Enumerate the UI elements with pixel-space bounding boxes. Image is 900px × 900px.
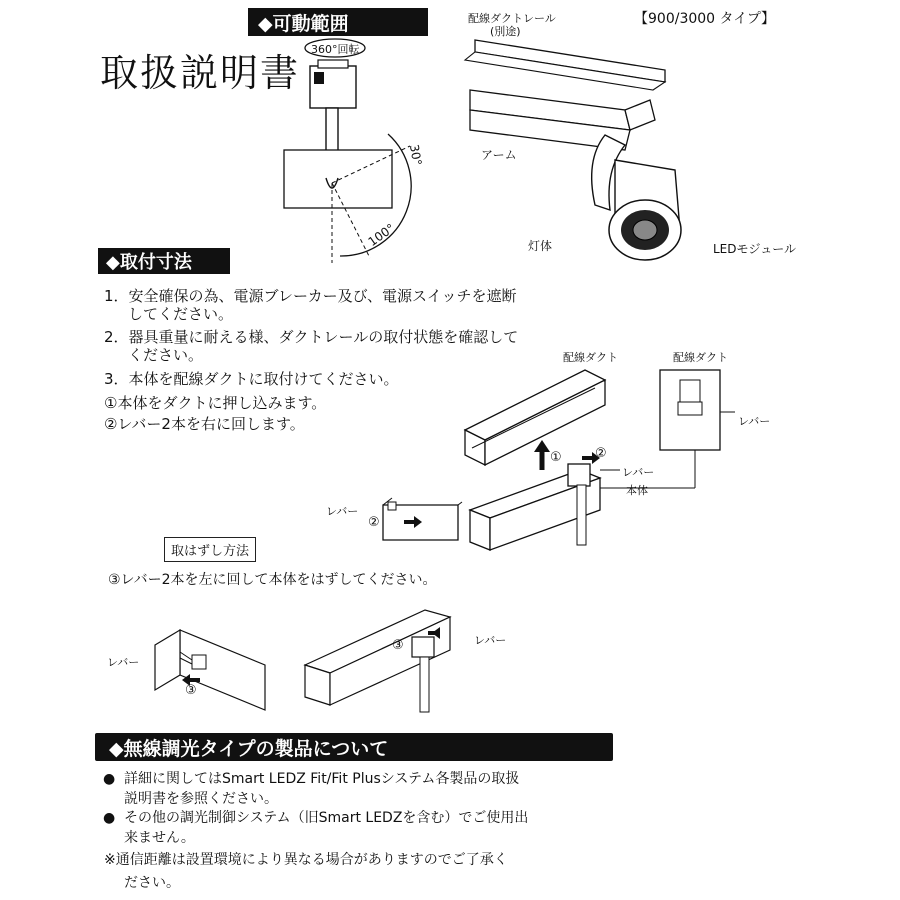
angle-100-label: 100° (365, 220, 398, 250)
sub-step2: ②レバー2本を右に回します。 (104, 415, 305, 433)
lever-label-side: レバー (738, 415, 771, 428)
removal-title: 取はずし方法 (164, 537, 256, 562)
step2-line2: ください。 (128, 346, 204, 364)
section-movable-range-label: ◆可動範囲 (258, 12, 349, 35)
num-1: ① (550, 450, 562, 465)
step1-line2: してください。 (128, 305, 234, 323)
bullet-2: ● (103, 810, 116, 826)
num-2-detail: ② (368, 515, 380, 530)
sub-step1: ①本体をダクトに押し込みます。 (104, 394, 327, 412)
wireless-note-1-line2: 説明書を参照ください。 (124, 791, 278, 807)
step1-line1: 1．安全確保の為、電源ブレーカー及び、電源スイッチを遮断 (104, 287, 517, 305)
page-title: 取扱説明書 (100, 51, 301, 95)
removal-num-3a: ③ (185, 683, 197, 698)
rail-sub-label: (別途) (490, 25, 521, 38)
wireless-note-3-line1: ※通信距離は設置環境により異なる場合がありますのでご了承く (104, 852, 508, 868)
wireless-note-3-line2: ださい。 (124, 875, 180, 891)
num-2: ② (595, 446, 607, 461)
step2-line1: 2．器具重量に耐える様、ダクトレールの取付状態を確認して (104, 328, 519, 346)
duct-label: 配線ダクト (563, 351, 618, 364)
section-mounting-label: ◆取付寸法 (106, 252, 192, 273)
rotation-diagram (270, 38, 460, 263)
duct2-label: 配線ダクト (673, 351, 728, 364)
rotation-label: 360°回転 (311, 43, 360, 56)
led-module-label: LEDモジュール (713, 242, 797, 256)
main-body-label: 本体 (626, 484, 648, 497)
section-movable-range (248, 8, 428, 36)
removal-num-3b: ③ (392, 638, 404, 653)
section-wireless-label: ◆無線調光タイプの製品について (109, 737, 389, 760)
removal-diagram-left (150, 620, 270, 720)
luminaire-diagram (465, 20, 705, 265)
lever-detail-diagram (378, 500, 463, 550)
type-label: 【900/3000 タイプ】 (634, 11, 775, 27)
wireless-note-1-line1: 詳細に関してはSmart LEDZ Fit/Fit Plusシステム各製品の取扱 (124, 771, 520, 787)
lever-label: レバー (622, 466, 655, 479)
section-wireless (95, 733, 613, 761)
wireless-note-2-line2: 来ません。 (124, 830, 195, 846)
rail-label: 配線ダクトレール (468, 12, 556, 25)
step3: 3．本体を配線ダクトに取付けてください。 (104, 370, 399, 388)
bullet-1: ● (103, 771, 116, 787)
mounting-diagram (460, 360, 760, 560)
lever-detail-label: レバー (326, 505, 359, 518)
wireless-note-2-line1: その他の調光制御システム（旧Smart LEDZを含む）でご使用出 (124, 810, 529, 826)
angle-30-label: 30° (406, 143, 425, 167)
body-label: 灯体 (528, 239, 553, 253)
removal-lever-a: レバー (107, 656, 140, 669)
section-mounting (98, 248, 230, 274)
removal-lever-b: レバー (474, 634, 507, 647)
arm-label: アーム (481, 148, 517, 162)
removal-diagram-right (300, 605, 470, 715)
removal-instruction: ③レバー2本を左に回して本体をはずしてください。 (108, 572, 437, 588)
